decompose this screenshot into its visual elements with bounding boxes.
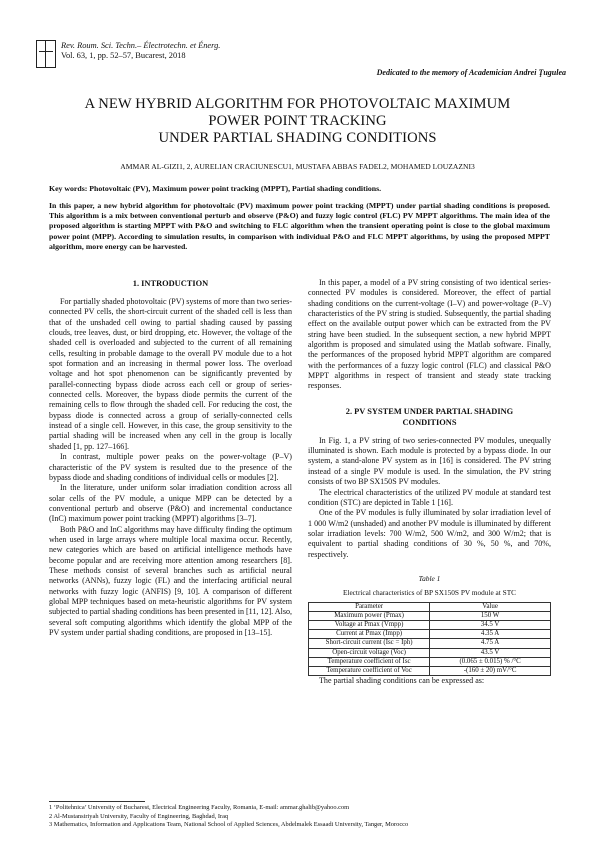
- section-heading: 1. INTRODUCTION: [132, 279, 209, 288]
- table-header-cell: Parameter: [309, 602, 430, 611]
- abstract: In this paper, a new hybrid algorithm for photovoltaic (PV) maximum power point tracking (MPPT) under partial shading conditions is proposed. This algorithm is a mix between conventional perturb and observe (P&O) and fuzzy logic control (FLC) PV MPPT algorithms. The main idea of the proposed algorithm is starting MPPT with P&O and switching to FLC algorithm when the transient operating point is close to the global maximum power point (MPP). According to simulation results, in comparison with individual P&O and FLC MPPT algorithms, by using the proposed MPPT algorithm, more energy can be harvested.: [49, 201, 550, 251]
- table-cell: Open-circuit voltage (Voc): [309, 648, 430, 657]
- section-heading: [308, 406, 551, 428]
- paragraph: The electrical characteristics of the utilized PV module at standard test condition (STC) are depicted in Table 1 [16].: [308, 487, 551, 507]
- title-line: A NEW HYBRID ALGORITHM FOR PHOTOVOLTAIC MAXIMUM: [84, 96, 511, 112]
- table-row: [309, 621, 551, 630]
- table-row: [309, 657, 551, 666]
- table-cell: 150 W: [430, 611, 551, 620]
- table-cell: Maximum power (Pmax): [309, 611, 430, 620]
- paragraph: In Fig. 1, a PV string of two series-connected PV modules, unequally illuminated is shown. Each module is protected by a bypass diode. In our system, a stand-alone PV system as in [16] is considered. The PV string instead of a single PV module is used. In the simulation, the PV string consists of two BP SX150S PV modules.: [308, 435, 551, 487]
- authors: AMMAR AL-GIZI1, 2, AURELIAN CRACIUNESCU1, MUSTAFA ABBAS FADEL2, MOHAMED LOUZAZNI3: [120, 162, 475, 171]
- footnote: 1 ‘Politehnica’ University of Bucharest, Electrical Engineering Faculty, Romania, E-mail: ammar.ghalib@yahoo.com: [49, 804, 350, 811]
- keywords: Key words: Photovoltaic (PV), Maximum power point tracking (MPPT), Partial shading conditions.: [49, 184, 382, 193]
- title-line: POWER POINT TRACKING: [208, 113, 387, 129]
- footnote: 2 Al-Mustansiriyah University, Faculty of Engineering, Baghdad, Iraq: [49, 812, 229, 820]
- journal-header: [36, 40, 566, 96]
- table-cell: -(160 ± 20) mV/°C: [430, 667, 551, 676]
- paragraph: In contrast, multiple power peaks on the power-voltage (P–V) characteristic of the PV system is resulted due to the presence of the bypass diode and shading conditions of individual cells or modules [2].: [49, 452, 292, 482]
- table-cell: Temperature coefficient of Voc: [309, 667, 430, 676]
- table-cell: Current at Pmax (Impp): [309, 630, 430, 639]
- table-subtitle: Electrical characteristics of BP SX150S PV module at STC: [342, 588, 517, 598]
- paragraph: In this paper, a model of a PV string consisting of two identical series-connected PV modules is considered. Moreover, the effect of partial shading conditions on the current-voltage (I–V) and power-voltage (P–V) characteristics of the PV string is studied. Subsequently, the partial shading effect on the available output power which can be extracted from the PV string have been studied. In the subsequent section, a new hybrid MPPT algorithm is proposed and simulated using the Matlab software. Finally, the performances of the proposed hybrid MPPT algorithm are compared with the performances of a fuzzy logic control (FLC) and classical P&O MPPT algorithms in respect of transient and steady state tracking responses.: [308, 278, 551, 391]
- left-column: [49, 278, 292, 638]
- table-header-row: [309, 602, 551, 611]
- footnote: 3 Mathematics, Information and Applications Team, National School of Applied Sciences, Abdelmalek Essaadi University, Tanger, Morocco: [49, 821, 409, 829]
- table-cell: 43.5 V: [430, 648, 551, 657]
- table-header-cell: Value: [430, 602, 551, 611]
- table-row: [309, 611, 551, 620]
- journal-name: Rev. Roum. Sci. Techn.– Électrotechn. et Énerg.: [61, 41, 221, 50]
- paragraph: In the literature, under uniform solar irradiation condition across all solar cells of the PV module, a unique MPP can be detected by a conventional perturb and observe (P&O) and incremental conductance (InC) maximum power point tracking (MPPT) algorithms [3–7].: [49, 483, 292, 524]
- paper-title: [40, 96, 555, 147]
- title-line: UNDER PARTIAL SHADING CONDITIONS: [158, 130, 437, 146]
- table-cell: Voltage at Pmax (Vmpp): [309, 621, 430, 630]
- section-heading-line: 2. PV SYSTEM UNDER PARTIAL SHADING: [345, 406, 514, 416]
- table-row: [309, 648, 551, 657]
- journal-logo-icon: [36, 40, 56, 68]
- table-cell: Short-circuit current (Isc = Iph): [309, 639, 430, 648]
- dedication: Dedicated to the memory of Academician Andrei Ţugulea: [376, 68, 566, 77]
- table-cell: 4.75 A: [430, 639, 551, 648]
- paragraph: One of the PV modules is fully illuminated by solar irradiation level of 1 000 W/m2 (unshaded) and another PV module is illuminated by different solar irradiation levels: 700 W/m2, 500 W/m2, and 300 W/m2; that is equivalent to partial shading conditions of 30 %, 50 %, and 70%, respectively.: [308, 508, 551, 559]
- table-cell: Temperature coefficient of Isc: [309, 657, 430, 666]
- table-cell: (0.065 ± 0.015) % /°C: [430, 657, 551, 666]
- section-heading-line: CONDITIONS: [402, 417, 457, 427]
- paragraph: For partially shaded photovoltaic (PV) systems of more than two series-connected PV cells, the short-circuit current of the shaded cell is less than that of the unshaded cell owing to partial shading caused by passing clouds, tree leaves, dust, or bird dropping, etc. However, the voltage of the shaded cell is overloaded and subjected to the current of all remaining cells, resulting in probable damage to the overall PV module due to a hot spot formation and an increasing in thermal power loss. The overload voltage and hot spot phenomenon can be significantly prevented by parallel-connecting bypass diode across each cell or group of series-connected cells. Moreover, the bypass diode permits the current of the remaining cells to flow through the shaded cell. For reducing the cost, the bypass diode is connected across a group of serially-connected cells instead of a single cell. However, in this case, the group sensitivity to the partial shading will be increased when any cell in the group is locally shaded [1, pp. 127–166].: [49, 297, 292, 451]
- table-row: [309, 630, 551, 639]
- parameters-table: [308, 602, 551, 677]
- table-caption: Table 1: [418, 573, 441, 583]
- table-cell: 34.5 V: [430, 621, 551, 630]
- table-row: [309, 639, 551, 648]
- journal-volume: Vol. 63, 1, pp. 52–57, Bucarest, 2018: [61, 51, 186, 60]
- table-cell: 4.35 A: [430, 630, 551, 639]
- table-row: [309, 667, 551, 676]
- paragraph: The partial shading conditions can be expressed as:: [319, 676, 485, 686]
- right-column: [308, 278, 551, 687]
- paragraph: Both P&O and InC algorithms may have difficulty finding the optimum when used in large arrays where multiple local maxima occur. Recently, new categories which are based on artificial intelligence methods have become popular and are receiving more attention among researchers [8]. These methods consist of several branches such as artificial neural networks (ANNs), fuzzy logic (FL) and the interfacing artificial neural networks with fuzzy logic (ANFIS) [9, 10]. A comparison of different global MPP techniques based on meta-heuristic algorithms for PV system subjected to partial shading conditions has been presented in [11, 12]. Also, several soft computing algorithms which identify the global MPP of the PV system under partial shading conditions, are proposed in [13–15].: [49, 524, 292, 637]
- footnote-divider: [49, 801, 145, 802]
- footnotes: [49, 804, 559, 830]
